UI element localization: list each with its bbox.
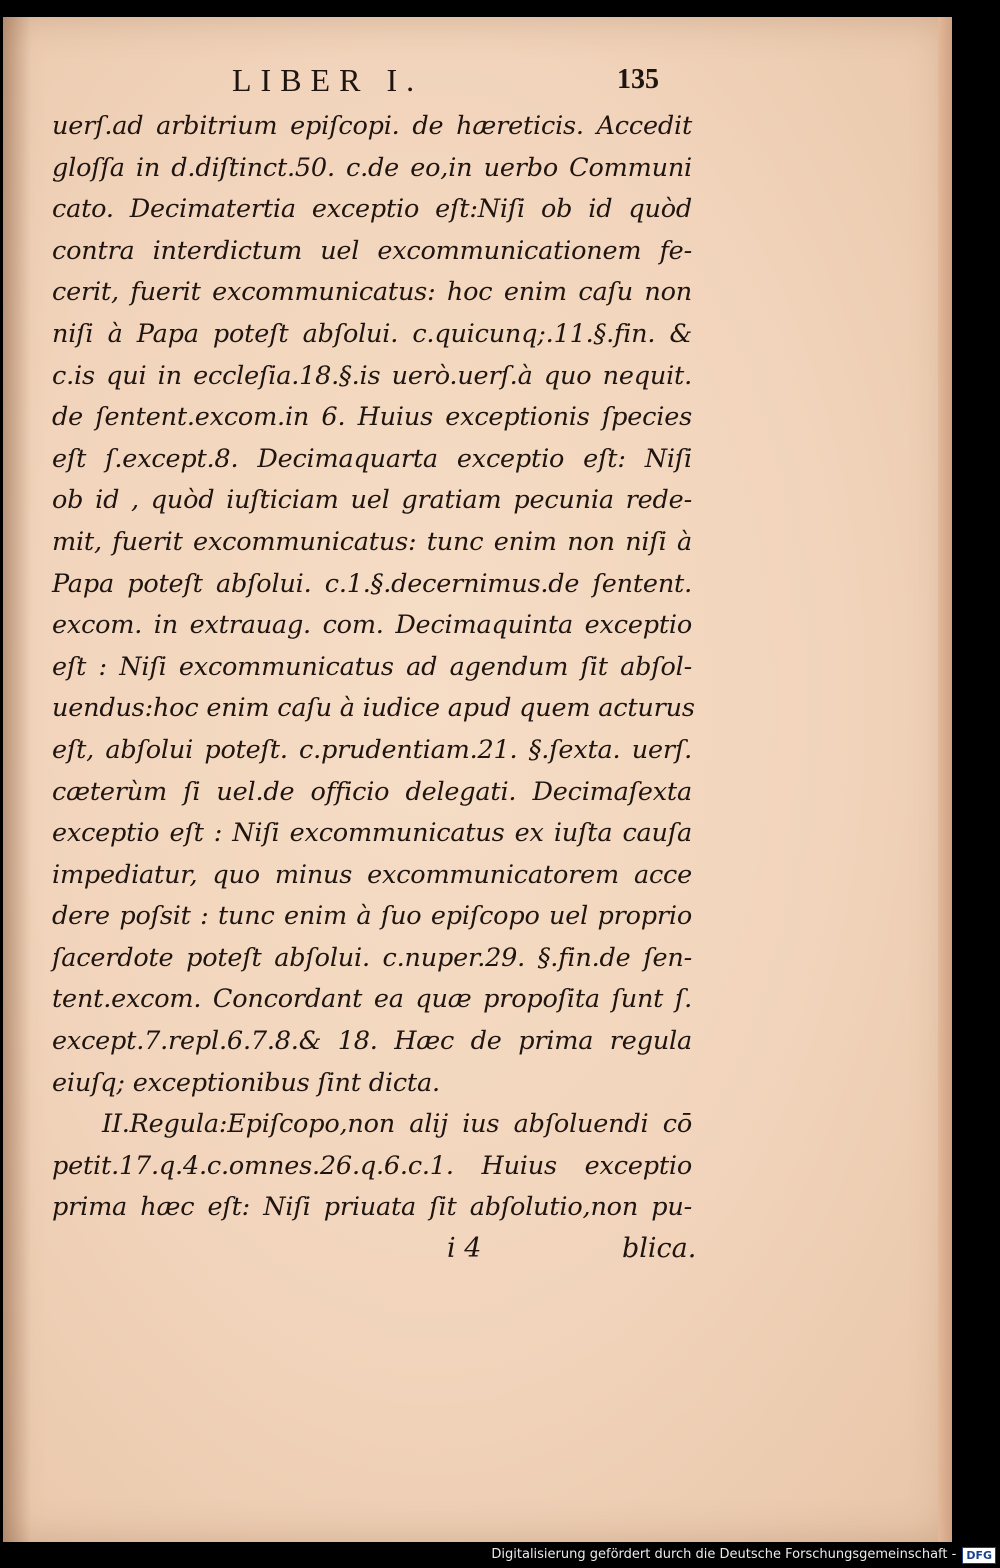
text-line: de ſentent.excom.in 6. Huius exceptionis ſpecies (52, 402, 692, 433)
spine-shadow (3, 17, 31, 1542)
paragraph-1 (52, 106, 695, 1104)
page-edge (938, 17, 952, 1542)
catchline (52, 1229, 697, 1273)
paragraph-2 (52, 1104, 692, 1229)
text-line: eſt, abſolui poteſt. c.prudentiam.21. §.ſexta. uerſ. (52, 734, 692, 765)
dfg-logo: DFG (962, 1547, 996, 1564)
signature-mark: i 4 (447, 1233, 482, 1265)
page-number: 135 (617, 64, 659, 95)
text-line: mit, fuerit excommunicatus: tunc enim non niſi à (52, 526, 692, 557)
text-block (52, 62, 697, 1273)
text-line: dere poſsit : tunc enim à ſuo epiſcopo uel proprio (52, 901, 692, 932)
running-title: LIBER I. (232, 62, 424, 98)
text-line: cato. Decimatertia exceptio eſt:Niſi ob id quòd (52, 194, 692, 225)
catchword: blica. (622, 1233, 697, 1265)
text-line: petit.17.q.4.c.omnes.26.q.6.c.1. Huius exceptio (52, 1150, 692, 1181)
text-line: uerſ.ad arbitrium epiſcopi. de hæreticis. Accedit (52, 111, 692, 141)
text-line: niſi à Papa poteſt abſolui. c.quicunq;.11.§.fin. & (52, 318, 692, 349)
text-line: uendus:hoc enim caſu à iudice apud quem acturus (52, 693, 695, 724)
text-line: eſt ſ.except.8. Decimaquarta exceptio eſt: Niſi (52, 443, 692, 474)
text-line: ob id , quòd iuſticiam uel gratiam pecunia rede- (52, 485, 692, 516)
credit-text: Digitalisierung gefördert durch die Deutsche Forschungsgemeinschaft - (491, 1547, 957, 1562)
text-line: gloſſa in d.diſtinct.50. c.de eo,in uerbo Communi (52, 152, 692, 183)
text-line: exceptio eſt : Niſi excommunicatus ex iuſta cauſa (52, 818, 692, 849)
text-line: contra interdictum uel excommunicationem fe- (52, 235, 692, 266)
text-line: except.7.repl.6.7.8.& 18. Hæc de prima regula (52, 1026, 692, 1057)
text-line: Papa poteſt abſolui. c.1.§.decernimus.de ſentent. (52, 568, 692, 599)
text-line: II.Regula:Epiſcopo,non alij ius abſoluendi cō (102, 1109, 692, 1140)
text-line: eiuſq; exceptionibus ſint dicta. (52, 1067, 440, 1098)
text-line: impediatur, quo minus excommunicatorem acce (52, 859, 692, 890)
text-line: tent.excom. Concordant ea quæ propoſita ſunt ſ. (52, 984, 692, 1015)
text-line: cæterùm ſi uel.de officio delegati. Decimaſexta (52, 776, 692, 807)
text-line: ſacerdote poteſt abſolui. c.nuper.29. §.fin.de ſen- (52, 942, 692, 973)
text-line: excom. in extrauag. com. Decimaquinta exceptio (52, 610, 692, 641)
text-line: cerit, fuerit excommunicatus: hoc enim caſu non (52, 277, 692, 308)
text-line: eſt : Niſi excommunicatus ad agendum ſit abſol- (52, 651, 692, 682)
running-head (52, 62, 692, 106)
digitization-credit (491, 1543, 996, 1567)
text-line: c.is qui in eccleſia.18.§.is uerò.uerſ.à quo nequit. (52, 360, 692, 391)
text-line: prima hæc eſt: Niſi priuata ſit abſolutio,non pu- (52, 1192, 692, 1223)
